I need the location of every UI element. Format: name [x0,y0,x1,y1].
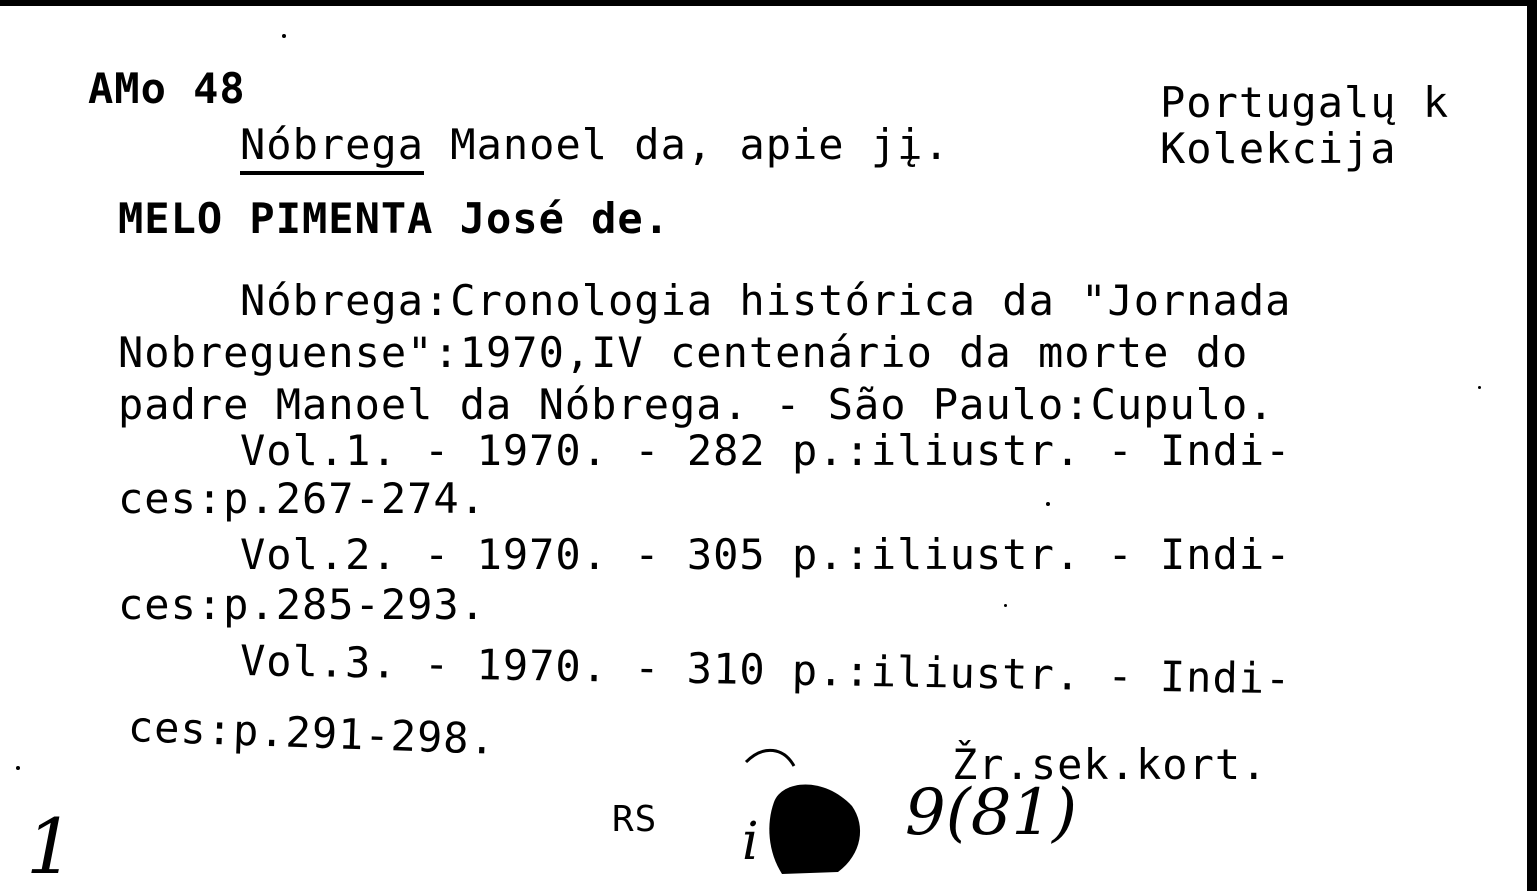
ink-speck [1046,502,1050,506]
volume-3-line-2: ces:p.291-298. [127,702,497,764]
call-number: AMo 48 [88,64,246,113]
volume-3-line-1: Vol.3. - 1970. - 310 p.:iliustr. - Indi- [239,636,1292,704]
ink-speck [16,766,20,770]
title-line-2: Nobreguense":1970,IV centenário da morte do [118,328,1249,377]
handwritten-number: 1 [26,802,75,891]
title-line-3: padre Manoel da Nóbrega. - São Paulo:Cupulo. [118,380,1275,429]
handwritten-mark: i [742,812,759,872]
subject-heading-line [240,120,950,169]
title-line-1: Nóbrega:Cronologia histórica da "Jornada [240,276,1292,325]
volume-1-line-1: Vol.1. - 1970. - 282 p.:iliustr. - Indi- [240,426,1292,475]
author-heading: MELO PIMENTA José de. [118,194,671,243]
ink-blot [740,742,880,882]
volume-2-line-1: Vol.2. - 1970. - 305 p.:iliustr. - Indi- [240,530,1292,579]
volume-1-line-2: ces:p.267-274. [118,474,487,523]
handwritten-class-code: 9(81) [905,776,1078,850]
collection-label: Kolekcija [1160,124,1397,173]
ink-speck [1004,604,1007,607]
subject-heading-rest: Manoel da, apie jį. [424,120,950,169]
ink-speck [1478,386,1481,389]
collection-name: Portugalų k [1160,78,1450,127]
ink-speck [282,34,286,38]
cataloger-initials: RS [612,799,658,840]
subject-heading: Nóbrega [240,120,424,175]
volume-2-line-2: ces:p.285-293. [118,580,487,629]
see-also-reference: Žr.sek.kort. [952,740,1268,789]
